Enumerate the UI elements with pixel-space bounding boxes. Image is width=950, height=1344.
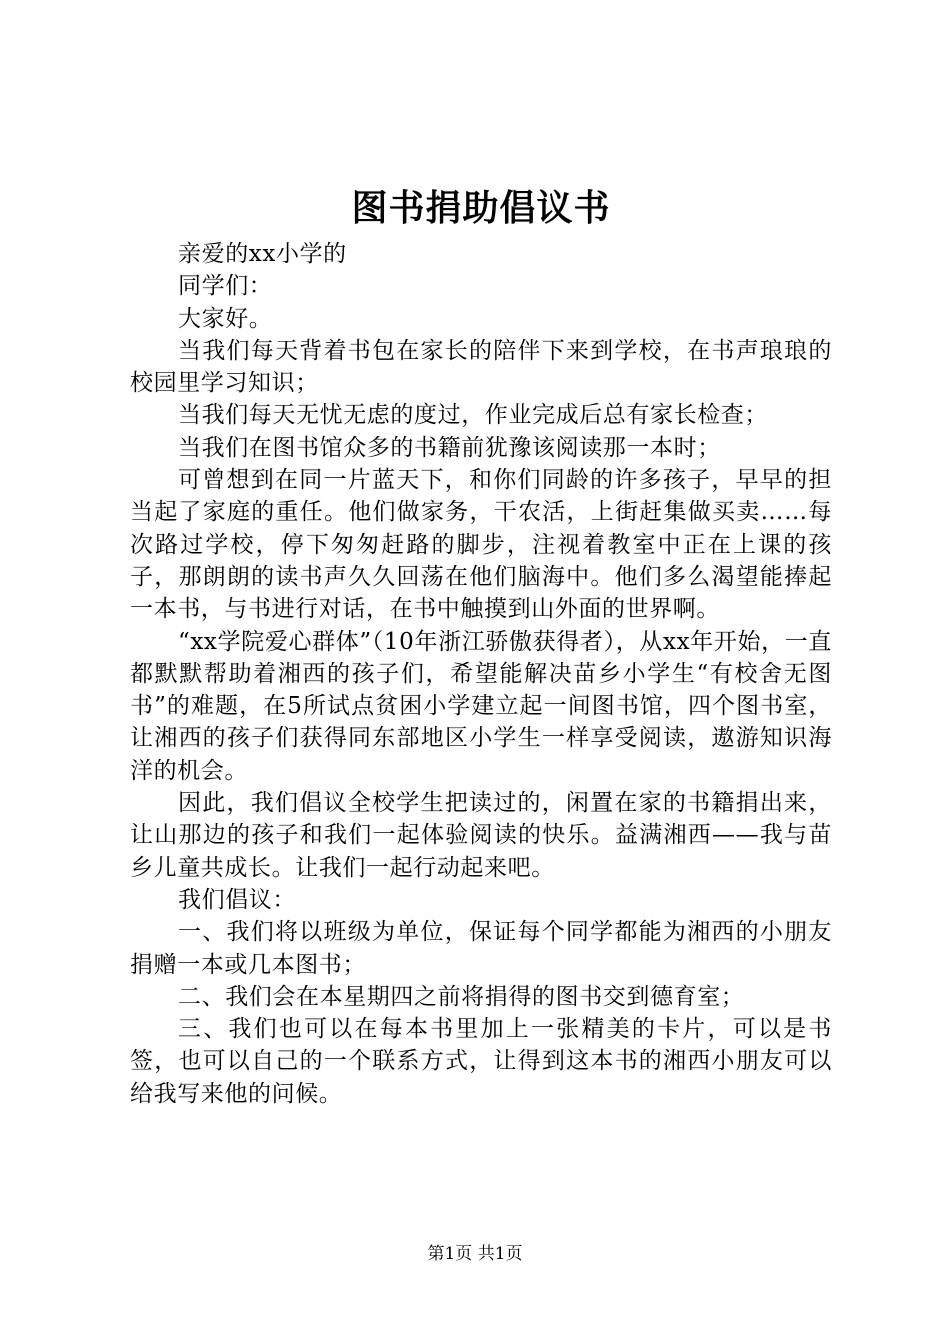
paragraph-item-2: 二、我们会在本星期四之前将捐得的图书交到德育室； <box>178 983 745 1010</box>
paragraph-children: 可曾想到在同一片蓝天下，和你们同龄的许多孩子，早早的担当起了家庭的重任。他们做家务，干农活，上街赶集做买卖……每次路过学校，停下匆匆赶路的脚步，注视着教室中正在上课的孩子，那朗朗的读书声久久回荡在他们脑海中。他们多么渴望能捧起一本书，与书进行对话，在书中触摸到山外面的世界啊。 <box>130 467 832 623</box>
document-page <box>130 178 832 1110</box>
paragraph-proposal: 因此，我们倡议全校学生把读过的，闲置在家的书籍捐出来，让山那边的孩子和我们一起体验阅读的快乐。益满湘西——我与苗乡儿童共成长。让我们一起行动起来吧。 <box>130 790 832 881</box>
paragraph-hello: 大家好。 <box>178 305 273 332</box>
paragraph-salutation: 同学们： <box>178 273 273 300</box>
page-footer: 第1页 共1页 <box>427 1244 523 1264</box>
paragraph-charity-group: “xx学院爱心群体”（10年浙江骄傲获得者），从xx年开始，一直都默默帮助着湘西的孩子们，希望能解决苗乡小学生“有校舍无图书”的难题，在5所试点贫困小学建立起一间图书馆，四个图书室，让湘西的孩子们获得同东部地区小学生一样享受阅读，遨游知识海洋的机会。 <box>130 628 832 784</box>
document-title: 图书捐助倡议书 <box>351 187 611 229</box>
paragraph-library: 当我们在图书馆众多的书籍前犹豫该阅读那一本时； <box>178 434 721 461</box>
paragraph-item-1: 一、我们将以班级为单位，保证每个同学都能为湘西的小朋友捐赠一本或几本图书； <box>130 919 832 978</box>
paragraph-greeting: 亲爱的xx小学的 <box>178 241 347 267</box>
paragraph-item-3: 三、我们也可以在每本书里加上一张精美的卡片，可以是书签，也可以自己的一个联系方式，让得到这本书的湘西小朋友可以给我写来他的问候。 <box>130 1016 832 1107</box>
paragraph-we-propose: 我们倡议： <box>178 886 296 913</box>
paragraph-carefree: 当我们每天无忧无虑的度过，作业完成后总有家长检查； <box>178 402 768 429</box>
paragraph-school: 当我们每天背着书包在家长的陪伴下来到学校，在书声琅琅的校园里学习知识； <box>130 337 832 397</box>
